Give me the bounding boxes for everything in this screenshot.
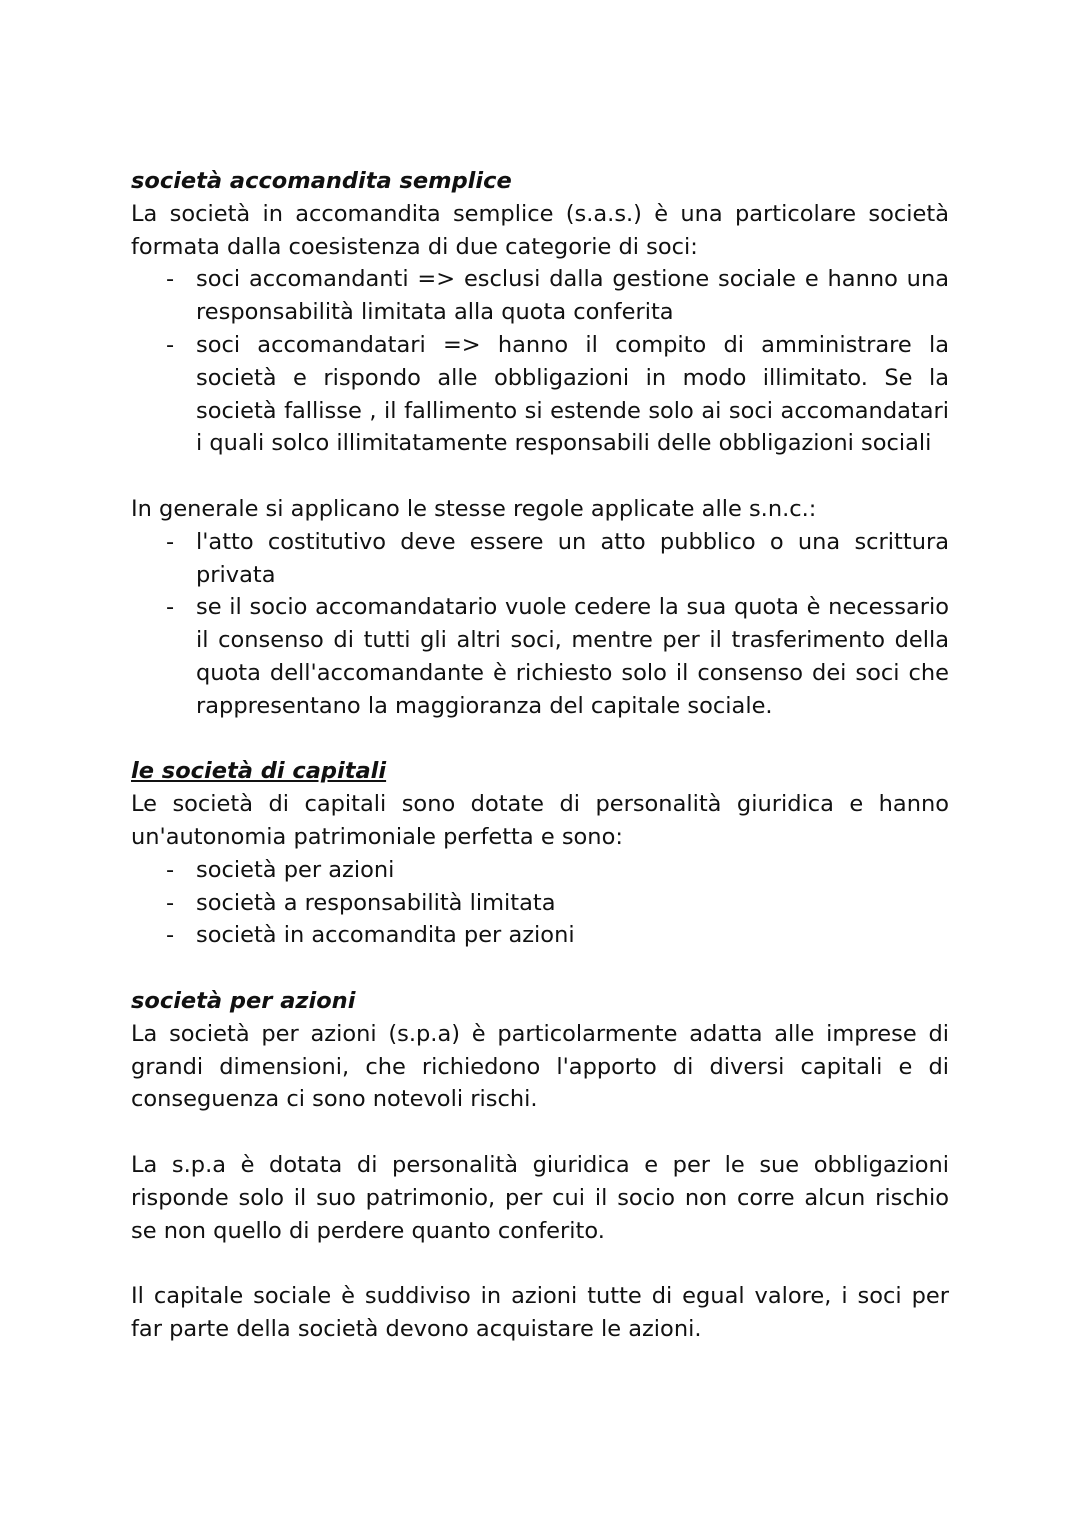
list-item xyxy=(131,919,949,952)
bullet-dash: - xyxy=(166,528,175,555)
list-item-text: società in accomandita per azioni xyxy=(196,922,575,949)
paragraph-sas-intro: La società in accomandita semplice (s.a.s.) è una particolare società formata dalla coesistenza di due categorie di soci: xyxy=(131,200,949,260)
list-capitali xyxy=(131,854,949,952)
list-item xyxy=(131,887,949,920)
list-item xyxy=(131,854,949,887)
heading-spa: società per azioni xyxy=(131,987,356,1014)
spacer xyxy=(131,1116,949,1149)
bullet-dash: - xyxy=(166,889,175,916)
document-page xyxy=(131,165,949,1346)
section-spa xyxy=(131,985,949,1346)
list-item-text: se il socio accomandatario vuole cedere la sua quota è necessario il consenso di tutti gli altri soci, mentre per il trasferimento della quota dell'accomandante è richiesto solo il consenso dei soci che rappresentano la maggioranza del capitale sociale. xyxy=(196,594,949,719)
list-item xyxy=(131,329,949,460)
section-sas xyxy=(131,165,949,460)
section-capitali xyxy=(131,755,949,952)
list-item-text: società a responsabilità limitata xyxy=(196,889,556,916)
spacer xyxy=(131,460,949,493)
paragraph-regole-intro: In generale si applicano le stesse regole applicate alle s.n.c.: xyxy=(131,495,817,522)
section-regole xyxy=(131,493,949,723)
spacer xyxy=(131,723,949,756)
paragraph-spa-1: La società per azioni (s.p.a) è particolarmente adatta alle imprese di grandi dimensioni, che richiedono l'apporto di diversi capitali e di conseguenza ci sono notevoli rischi. xyxy=(131,1020,949,1113)
list-item xyxy=(131,591,949,722)
list-item-text: soci accomandatari => hanno il compito di amministrare la società e rispondo alle obbligazioni in modo illimitato. Se la società fallisse , il fallimento si estende solo ai soci accomandatari i quali solco illimitatamente responsabili delle obbligazioni sociali xyxy=(196,331,949,457)
list-sas-soci xyxy=(131,263,949,460)
spacer xyxy=(131,1247,949,1280)
bullet-dash: - xyxy=(166,856,175,883)
heading-sas: società accomandita semplice xyxy=(131,168,512,194)
list-item xyxy=(131,263,949,329)
list-item-text: società per azioni xyxy=(196,856,395,883)
list-regole xyxy=(131,526,949,723)
paragraph-spa-3: Il capitale sociale è suddiviso in azioni tutte di egual valore, i soci per far parte della società devono acquistare le azioni. xyxy=(131,1283,949,1342)
spacer xyxy=(131,952,949,985)
bullet-dash: - xyxy=(166,331,175,358)
bullet-dash: - xyxy=(166,594,175,621)
bullet-dash: - xyxy=(166,922,175,949)
list-item-text: l'atto costitutivo deve essere un atto pubblico o una scrittura privata xyxy=(196,528,949,588)
list-item xyxy=(131,526,949,592)
heading-capitali: le società di capitali xyxy=(131,758,387,785)
paragraph-capitali-intro: Le società di capitali sono dotate di personalità giuridica e hanno un'autonomia patrimoniale perfetta e sono: xyxy=(131,791,949,850)
list-item-text: soci accomandanti => esclusi dalla gestione sociale e hanno una responsabilità limitata alla quota conferita xyxy=(196,266,949,326)
bullet-dash: - xyxy=(166,266,175,293)
paragraph-spa-2: La s.p.a è dotata di personalità giuridica e per le sue obbligazioni risponde solo il suo patrimonio, per cui il socio non corre alcun rischio se non quello di perdere quanto conferito. xyxy=(131,1151,949,1244)
